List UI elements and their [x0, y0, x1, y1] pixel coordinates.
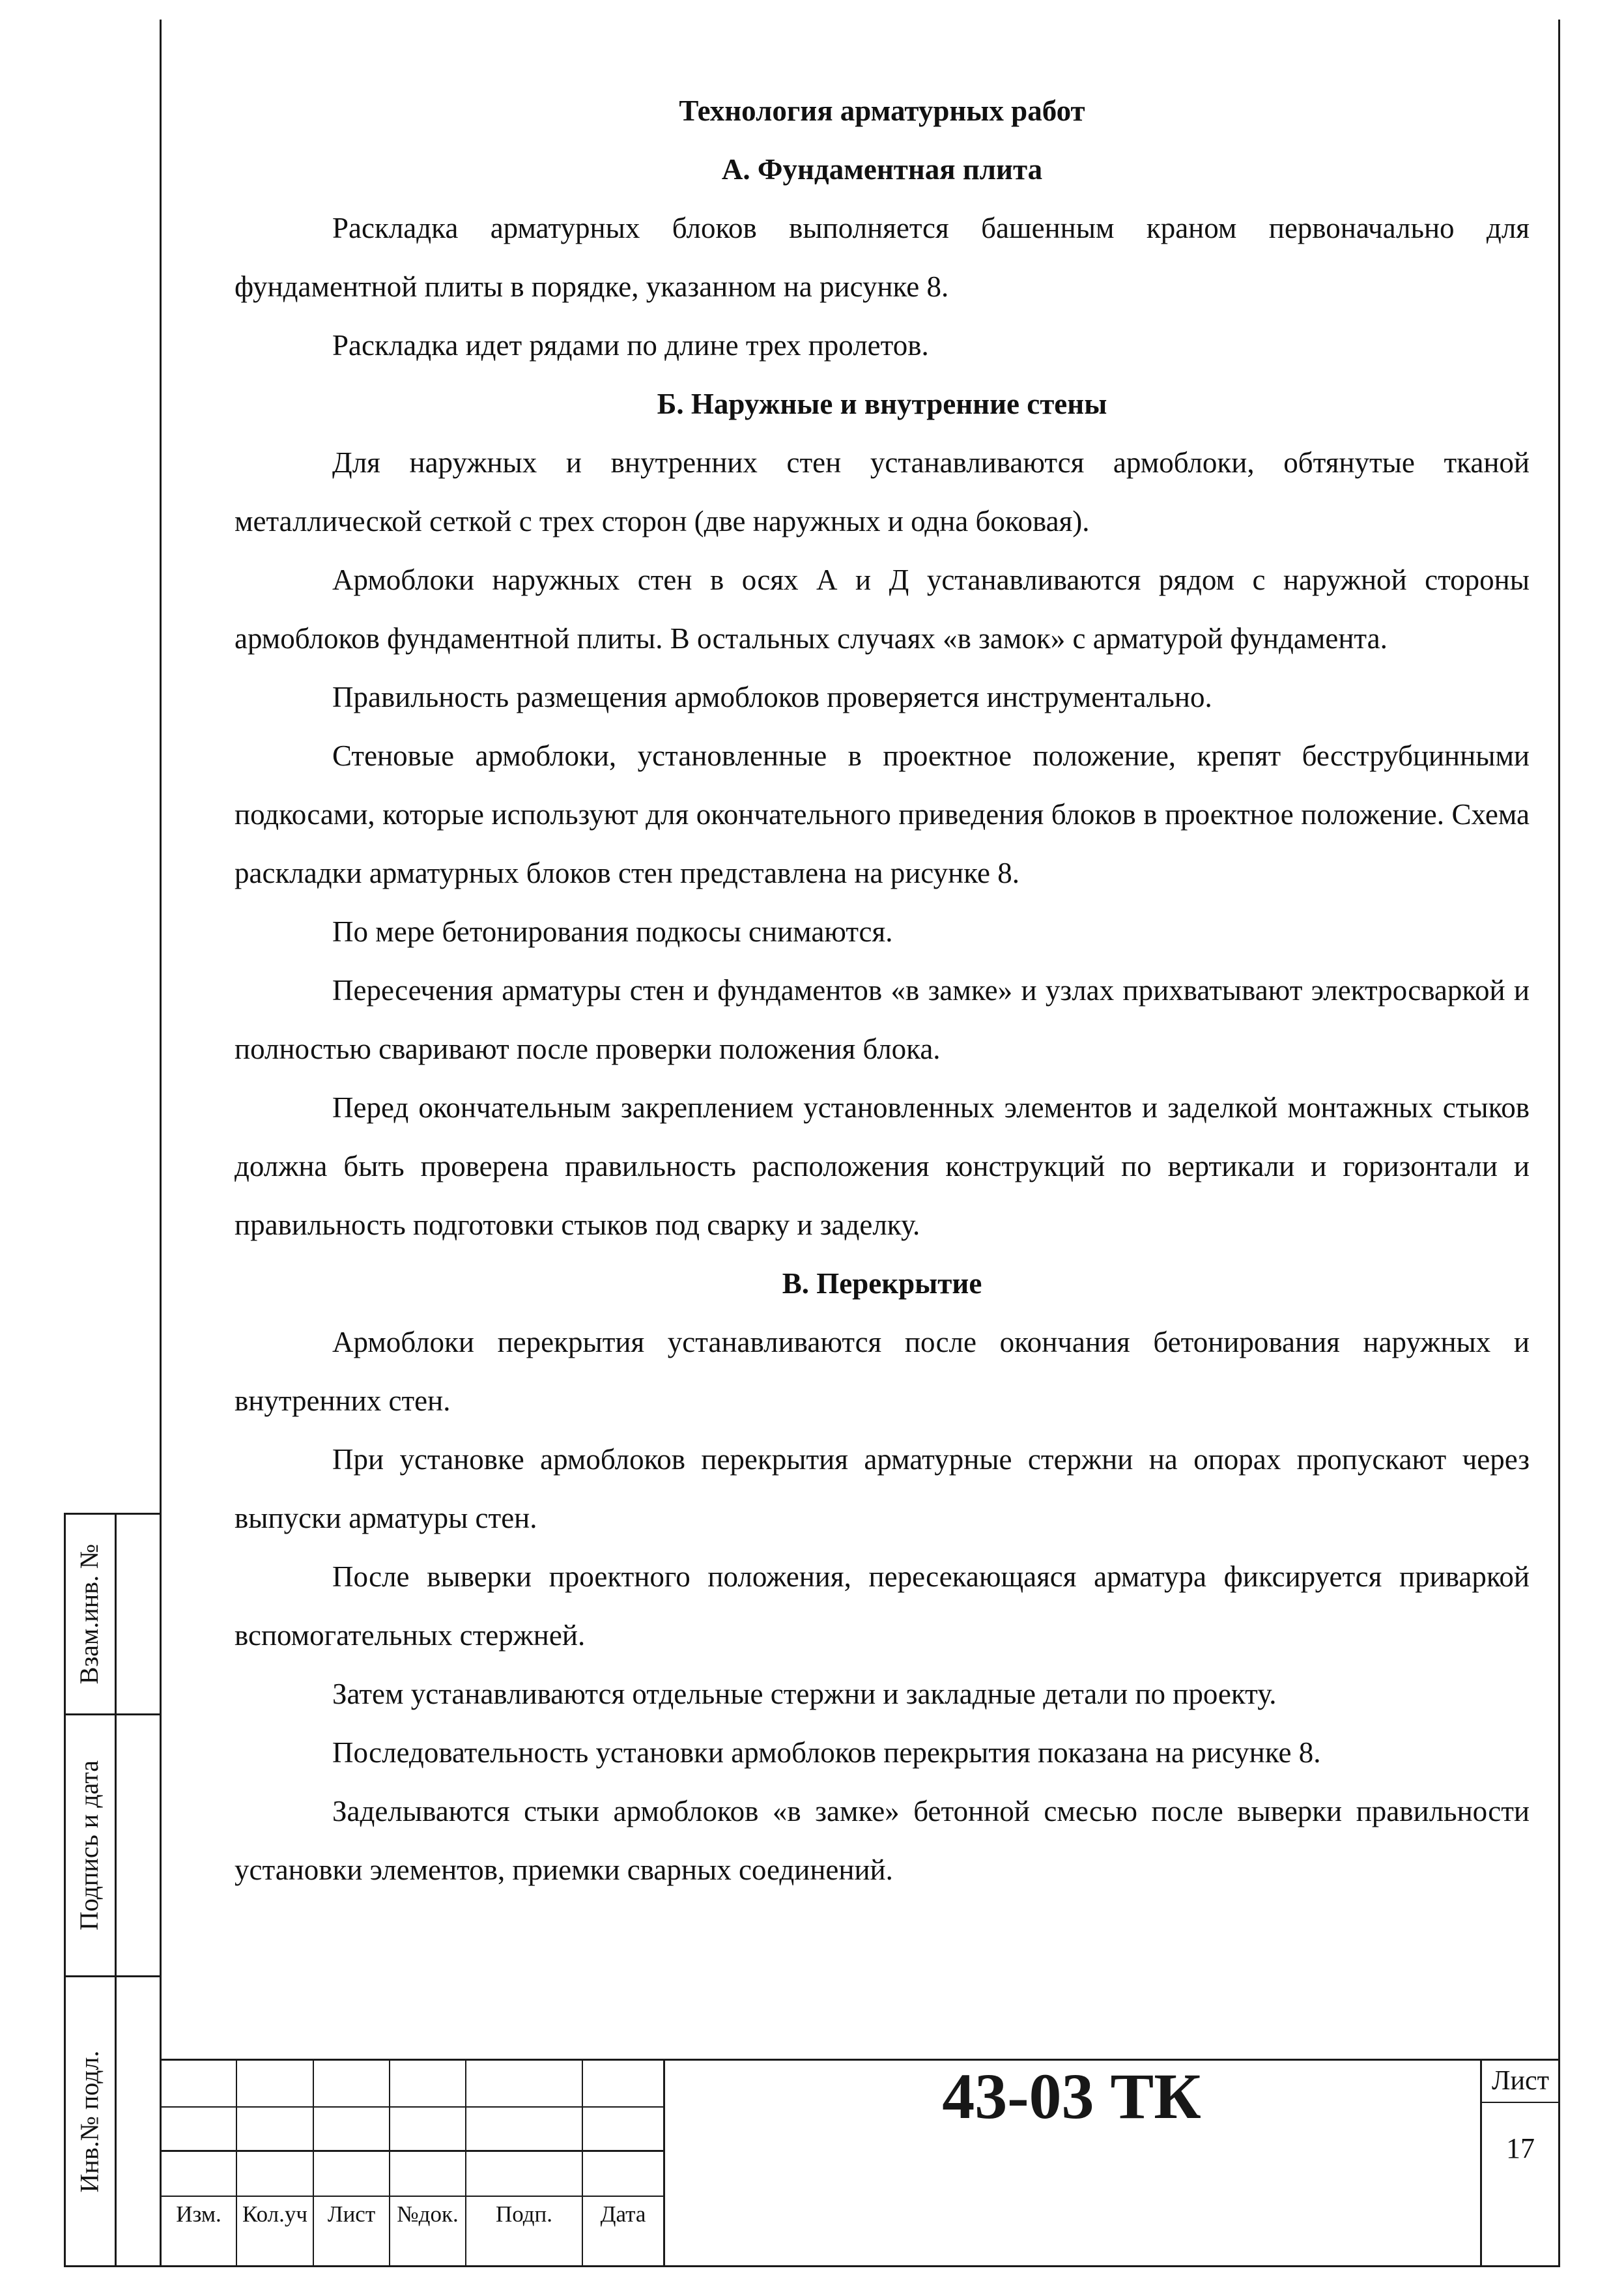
revision-grid-col-3 [389, 2059, 390, 2267]
paragraph: Пересечения арматуры стен и фундаментов «в замке» и узлах прихватывают электросваркой и полностью сваривают после проверки положения блока. [235, 974, 1530, 1065]
signature-date-cell [64, 1715, 115, 1975]
section-heading-slab: В. Перекрытие [782, 1267, 982, 1300]
original-inv-label: Инв.№ подл. [74, 2050, 104, 2192]
column-label-count: Кол.уч [242, 2201, 307, 2227]
replaced-inv-cell [64, 1515, 115, 1713]
paragraph: Последовательность установки армоблоков перекрытия показана на рисунке 8. [332, 1736, 1321, 1769]
document-title: Технология арматурных работ [679, 94, 1085, 127]
frame-bottom-border [64, 2265, 1560, 2267]
paragraph: Заделываются стыки армоблоков «в замке» бетонной смесью после выверки правильности установки элементов, приемки сварных соединений. [235, 1795, 1530, 1886]
section-heading-foundation: А. Фундаментная плита [721, 153, 1043, 186]
revision-grid-col-1 [236, 2059, 237, 2267]
column-label-date: Дата [600, 2201, 646, 2227]
paragraph: Для наружных и внутренних стен устанавливаются армоблоки, обтянутые тканой металлической сеткой с трех сторон (две наружных и одна боковая). [235, 446, 1530, 537]
section-heading-walls: Б. Наружные и внутренние стены [657, 388, 1107, 420]
paragraph: По мере бетонирования подкосы снимаются. [332, 915, 893, 948]
column-label-signature: Подп. [495, 2201, 553, 2227]
paragraph: Затем устанавливаются отдельные стержни и закладные детали по проекту. [332, 1678, 1277, 1710]
replaced-inv-label: Взам.инв. № [74, 1543, 104, 1685]
signature-date-label: Подпись и дата [74, 1760, 104, 1931]
paragraph: Армоблоки перекрытия устанавливаются после окончания бетонирования наружных и внутренних стен. [235, 1326, 1530, 1417]
original-inv-cell [64, 1977, 115, 2265]
frame-right-border [1558, 20, 1560, 2267]
revision-grid-col-2 [313, 2059, 314, 2267]
paragraph: Армоблоки наружных стен в осях А и Д устанавливаются рядом с наружной стороны армоблоков фундаментной плиты. В остальных случаях «в замок» с арматурой фундамента. [235, 564, 1530, 655]
paragraph: При установке армоблоков перекрытия арматурные стержни на опорах пропускают через выпуски арматуры стен. [235, 1443, 1530, 1534]
document-body [235, 81, 1530, 1899]
side-stamp-divider [115, 1513, 117, 2267]
column-label-doc-number: №док. [397, 2201, 459, 2227]
paragraph: Стеновые армоблоки, установленные в проектное положение, крепят бесструбцинными подкосами, которые используют для окончательного приведения блоков в проектное положение. Схема раскладки арматурных блоков стен представлена на рисунке 8. [235, 739, 1530, 889]
revision-grid-col-4 [465, 2059, 466, 2267]
sheet-label: Лист [1492, 2066, 1549, 2096]
column-label-change: Изм. [176, 2201, 221, 2227]
paragraph: Перед окончательным закреплением установленных элементов и заделкой монтажных стыков должна быть проверена правильность расположения конструкций по вертикали и горизонтали и правильность подготовки стыков под сварку и заделку. [235, 1091, 1530, 1241]
document-code: 43-03 ТК [942, 2060, 1201, 2132]
column-label-sheet: Лист [327, 2201, 376, 2227]
paragraph: После выверки проектного положения, пересекающаяся арматура фиксируется приваркой вспомогательных стержней. [235, 1560, 1530, 1652]
revision-grid-col-5 [582, 2059, 583, 2267]
paragraph: Раскладка идет рядами по длине трех пролетов. [332, 329, 929, 362]
sheet-number: 17 [1506, 2132, 1535, 2164]
paragraph: Правильность размещения армоблоков проверяется инструментально. [332, 681, 1212, 713]
paragraph: Раскладка арматурных блоков выполняется башенным краном первоначально для фундаментной плиты в порядке, указанном на рисунке 8. [235, 212, 1530, 303]
frame-left-border [160, 20, 162, 2267]
